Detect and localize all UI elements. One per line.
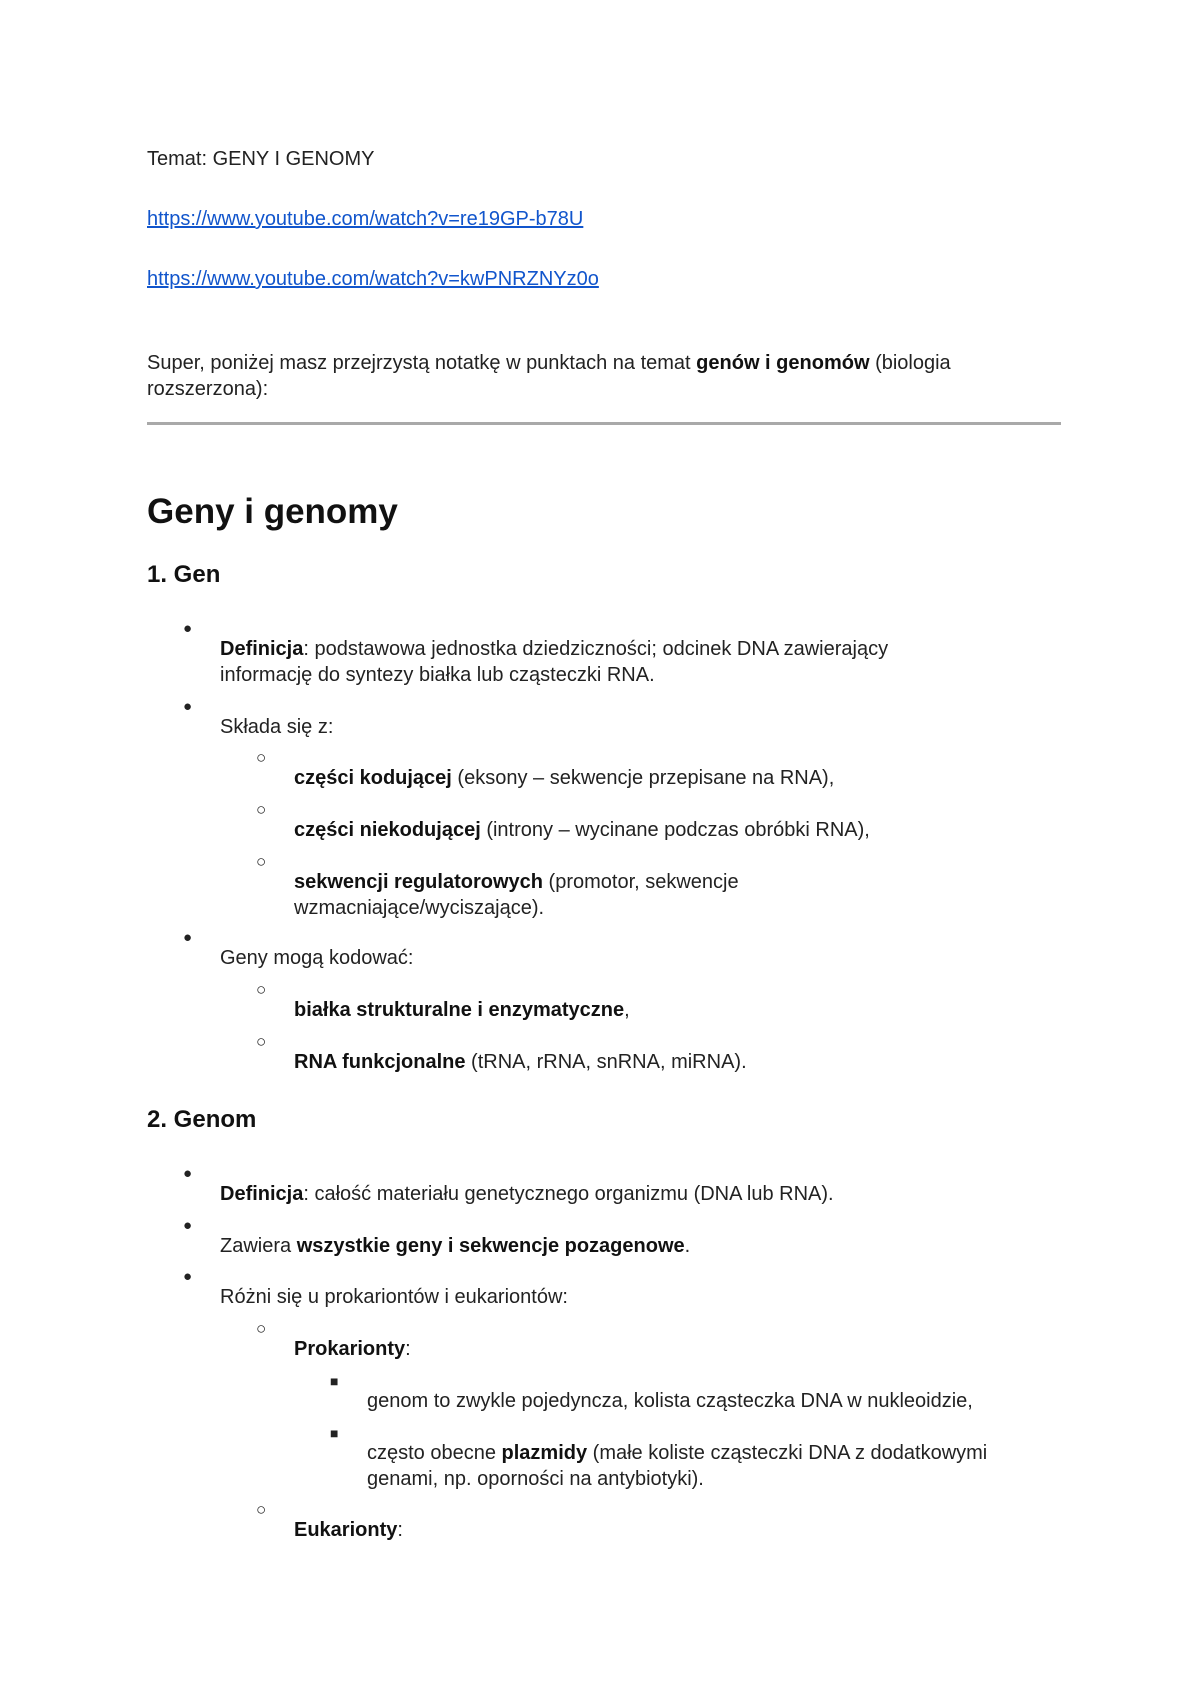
- genom-definition: [220, 1181, 834, 1207]
- gen-part-coding: [294, 765, 834, 791]
- bullet-square-icon: [330, 1420, 338, 1447]
- bullet-square-icon: [330, 1368, 338, 1395]
- gen-part-regulatory-line-2: wzmacniające/wyciszające).: [294, 897, 545, 919]
- gen-part-label: części kodującej: [294, 767, 452, 789]
- gen-part-text: (eksony – sekwencje przepisane na RNA),: [451, 767, 835, 789]
- intro-bold: genów i genomów: [696, 352, 870, 374]
- gen-code-proteins: [294, 997, 630, 1023]
- section-heading-gen: 1. Gen: [147, 561, 221, 588]
- gen-part-label: sekwencji regulatorowych: [294, 871, 543, 893]
- plasmids-pre: często obecne: [367, 1442, 502, 1464]
- bullet-circle-icon: [256, 1316, 266, 1343]
- gen-definition-line-2: informację do syntezy białka lub cząsteczki RNA.: [220, 664, 655, 686]
- gen-code-label: RNA funkcjonalne: [294, 1051, 466, 1073]
- intro-line-2: rozszerzona):: [147, 378, 269, 400]
- youtube-link-2[interactable]: https://www.youtube.com/watch?v=kwPNRZNYz0o: [147, 268, 599, 290]
- gen-code-text: ,: [624, 999, 630, 1021]
- gen-part-noncoding: [294, 817, 870, 843]
- prokaryotes-colon: :: [405, 1338, 411, 1360]
- gen-part-regulatory: [294, 869, 739, 895]
- bullet-circle-icon: [256, 1029, 266, 1056]
- eukaryotes-label: Eukarionty: [294, 1519, 398, 1541]
- bullet-disc-icon: [183, 1264, 192, 1290]
- intro-line-1: [147, 350, 951, 376]
- plasmids-post: (małe koliste cząsteczki DNA z dodatkowymi: [587, 1442, 988, 1464]
- bullet-circle-icon: [256, 797, 266, 824]
- genom-differs: Różni się u prokariontów i eukariontów:: [220, 1286, 568, 1308]
- genom-contains-bold: wszystkie geny i sekwencje pozagenowe: [296, 1235, 685, 1257]
- prokaryotes-label: Prokarionty: [294, 1338, 406, 1360]
- section-heading-genom: 2. Genom: [147, 1106, 257, 1133]
- bullet-circle-icon: [256, 745, 266, 772]
- genom-definition-label: Definicja: [220, 1183, 304, 1205]
- eukaryotes-colon: :: [397, 1519, 403, 1541]
- bullet-circle-icon: [256, 849, 266, 876]
- topic-line: Temat: GENY I GENOMY: [147, 148, 375, 170]
- gen-consists-item: Składa się z:: [220, 716, 334, 738]
- bullet-circle-icon: [256, 1497, 266, 1524]
- intro-text: Super, poniżej masz przejrzystą notatkę w punktach na temat: [147, 352, 697, 374]
- gen-part-text: (promotor, sekwencje: [542, 871, 739, 893]
- gen-code-label: białka strukturalne i enzymatyczne: [294, 999, 625, 1021]
- gen-definition-text: : podstawowa jednostka dziedziczności; odcinek DNA zawierający: [303, 638, 889, 660]
- gen-definition-line-1: [220, 636, 888, 662]
- youtube-link-1[interactable]: https://www.youtube.com/watch?v=re19GP-b78U: [147, 208, 584, 230]
- prokaryotes-genome-item: genom to zwykle pojedyncza, kolista cząsteczka DNA w nukleoidzie,: [367, 1390, 973, 1412]
- gen-part-label: części niekodującej: [294, 819, 481, 841]
- genom-contains-post: .: [684, 1235, 691, 1257]
- eukaryotes-item: [294, 1517, 403, 1543]
- bullet-disc-icon: [183, 1161, 192, 1187]
- bullet-disc-icon: [183, 616, 192, 642]
- bullet-disc-icon: [183, 1213, 192, 1239]
- page-title: Geny i genomy: [147, 492, 398, 531]
- gen-codes-item: Geny mogą kodować:: [220, 947, 414, 969]
- bullet-disc-icon: [183, 925, 192, 951]
- bullet-disc-icon: [183, 694, 192, 720]
- bullet-circle-icon: [256, 977, 266, 1004]
- gen-code-rna: [294, 1049, 747, 1075]
- gen-code-text: (tRNA, rRNA, snRNA, miRNA).: [465, 1051, 747, 1073]
- prokaryotes-item: [294, 1336, 411, 1362]
- intro-tail: (biologia: [869, 352, 951, 374]
- gen-part-text: (introny – wycinane podczas obróbki RNA),: [480, 819, 870, 841]
- prokaryotes-plasmids-line-2: genami, np. oporności na antybiotyki).: [367, 1468, 704, 1490]
- genom-contains: [220, 1233, 690, 1259]
- gen-definition-label: Definicja: [220, 638, 304, 660]
- prokaryotes-plasmids-item: [367, 1440, 987, 1466]
- plasmids-bold: plazmidy: [501, 1442, 588, 1464]
- genom-definition-text: : całość materiału genetycznego organizmu (DNA lub RNA).: [303, 1183, 834, 1205]
- genom-contains-pre: Zawiera: [220, 1235, 297, 1257]
- horizontal-rule: [147, 422, 1061, 425]
